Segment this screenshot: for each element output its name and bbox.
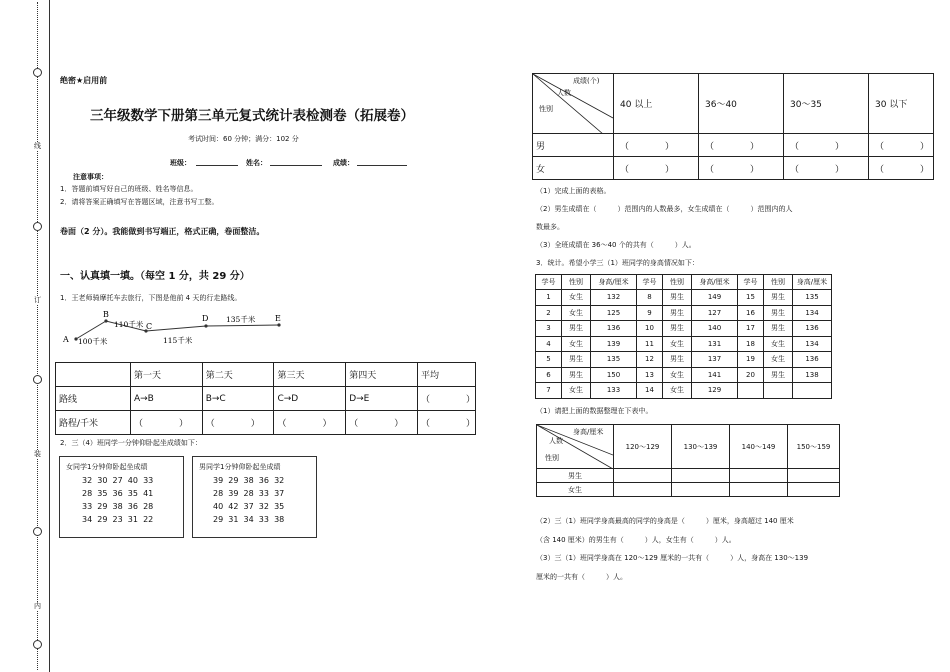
height-range-header: 140～149 <box>730 425 788 469</box>
diagonal-header <box>533 74 614 134</box>
student-id: 2 <box>536 305 562 321</box>
diag-label-count: 人数 <box>557 89 571 97</box>
student-height: 137 <box>692 352 738 368</box>
route-table-header: 第二天 <box>202 363 274 387</box>
route-table-header: 第三天 <box>274 363 346 387</box>
height-table-header: 性别 <box>562 275 591 290</box>
answer-blank[interactable]: （ ） <box>130 411 202 435</box>
name-field[interactable] <box>270 165 322 166</box>
height-table-header: 学号 <box>536 275 562 290</box>
binding-dotted-line <box>37 2 40 670</box>
route-cell: B→C <box>202 387 274 411</box>
empty-cell <box>738 383 764 399</box>
student-gender: 女生 <box>663 367 692 383</box>
binding-rule <box>49 0 50 672</box>
student-id: 14 <box>637 383 663 399</box>
height-table-header: 性别 <box>663 275 692 290</box>
binding-circle <box>33 68 42 77</box>
student-gender: 男生 <box>663 321 692 337</box>
answer-blank[interactable]: （ ） <box>202 411 274 435</box>
student-height: 135 <box>591 352 637 368</box>
boys-score-row: 40 42 37 32 35 <box>213 502 285 511</box>
student-height: 139 <box>591 336 637 352</box>
empty-cell <box>793 383 832 399</box>
student-gender: 女生 <box>562 383 591 399</box>
binding-char-ding: 订 <box>34 296 41 304</box>
student-id: 15 <box>738 290 764 306</box>
answer-blank[interactable]: （ ） <box>346 411 418 435</box>
answer-cell[interactable] <box>788 469 840 483</box>
height-table-header: 学号 <box>637 275 663 290</box>
height-range-header: 120～129 <box>614 425 672 469</box>
girls-score-row: 28 35 36 35 41 <box>82 489 154 498</box>
student-id: 20 <box>738 367 764 383</box>
height-table-header: 学号 <box>738 275 764 290</box>
route-diagram <box>56 308 296 352</box>
student-id: 18 <box>738 336 764 352</box>
girls-score-row: 32 30 27 40 33 <box>82 476 154 485</box>
answer-blank[interactable]: （ ） <box>699 157 784 180</box>
notes-heading: 注意事项： <box>73 173 108 181</box>
binding-char-nei: 内 <box>34 602 41 610</box>
route-distance-bc: 110千米 <box>114 320 144 329</box>
q2-text: 2．三（4）班同学一分钟仰卧起坐成绩如下： <box>60 439 202 447</box>
student-gender: 女生 <box>663 336 692 352</box>
binding-circle <box>33 375 42 384</box>
student-id: 5 <box>536 352 562 368</box>
distance-row-label: 路程/千米 <box>56 411 131 435</box>
answer-blank[interactable]: （ ） <box>614 134 699 157</box>
q3-sub1: （1）请把上面的数据整理在下表中。 <box>536 407 653 415</box>
height-table-header: 身高/厘米 <box>692 275 738 290</box>
student-height: 129 <box>692 383 738 399</box>
answer-cell[interactable] <box>788 483 840 497</box>
route-label-a: A <box>63 335 69 344</box>
student-id: 11 <box>637 336 663 352</box>
student-height: 140 <box>692 321 738 337</box>
route-row-label: 路线 <box>56 387 131 411</box>
score-label: 成绩： <box>333 159 354 167</box>
student-height: 136 <box>591 321 637 337</box>
score-field[interactable] <box>357 165 407 166</box>
student-gender: 男生 <box>663 352 692 368</box>
student-id: 19 <box>738 352 764 368</box>
score-range-header: 36～40 <box>699 74 784 134</box>
route-point-d <box>204 324 207 327</box>
gender-label: 男 <box>533 134 614 157</box>
boys-score-row: 29 31 34 33 38 <box>213 515 285 524</box>
route-table-header: 第一天 <box>130 363 202 387</box>
student-id: 3 <box>536 321 562 337</box>
section1-title: 一、认真填一填。（每空 1 分，共 29 分） <box>60 271 250 282</box>
student-gender: 女生 <box>663 383 692 399</box>
q3-sub2-cont: （含 140 厘米）的男生有（ ）人，女生有（ ）人。 <box>536 536 736 544</box>
route-cell: A→B <box>130 387 202 411</box>
exam-meta: 考试时间：60 分钟；满分：102 分 <box>188 135 299 143</box>
route-table <box>55 362 476 435</box>
boys-score-box <box>192 456 317 538</box>
route-point-e <box>277 323 280 326</box>
gender-label: 女生 <box>537 483 614 497</box>
student-gender: 女生 <box>764 352 793 368</box>
q3-text: 3．统计。希望小学三（1）班同学的身高情况如下： <box>536 259 699 267</box>
height-range-header: 130～139 <box>672 425 730 469</box>
answer-cell[interactable] <box>730 483 788 497</box>
q2-sub1: （1）完成上面的表格。 <box>536 187 611 195</box>
route-label-c: C <box>146 322 153 331</box>
q1-text: 1．王老师骑摩托车去旅行，下图是他前 4 天的行走路线。 <box>60 294 242 302</box>
binding-circle <box>33 222 42 231</box>
answer-blank[interactable]: （ ） <box>869 157 934 180</box>
route-table-header <box>56 363 131 387</box>
route-label-d: D <box>202 314 209 323</box>
student-height: 127 <box>692 305 738 321</box>
score-range-header: 30～35 <box>784 74 869 134</box>
boys-score-row: 39 29 38 36 32 <box>213 476 285 485</box>
boys-score-title: 男同学1分钟仰卧起坐成绩 <box>199 463 281 471</box>
answer-blank[interactable]: （ ） <box>784 134 869 157</box>
route-distance-ab: 100千米 <box>78 337 108 346</box>
student-height: 131 <box>692 336 738 352</box>
route-cell: C→D <box>274 387 346 411</box>
diag-label-score: 成绩(个) <box>573 77 600 85</box>
gender-label: 女 <box>533 157 614 180</box>
student-id: 8 <box>637 290 663 306</box>
student-height: 141 <box>692 367 738 383</box>
student-gender: 女生 <box>764 336 793 352</box>
answer-cell[interactable] <box>614 469 672 483</box>
student-height: 132 <box>591 290 637 306</box>
girls-score-box <box>59 456 184 538</box>
student-id: 10 <box>637 321 663 337</box>
student-id: 17 <box>738 321 764 337</box>
route-label-e: E <box>275 314 281 323</box>
answer-cell[interactable] <box>730 469 788 483</box>
answer-cell[interactable] <box>672 469 730 483</box>
diagonal-header <box>537 425 614 469</box>
girls-score-title: 女同学1分钟仰卧起坐成绩 <box>66 463 148 471</box>
student-height: 134 <box>793 305 832 321</box>
student-gender: 女生 <box>562 290 591 306</box>
student-id: 9 <box>637 305 663 321</box>
student-gender: 男生 <box>663 290 692 306</box>
boys-score-row: 28 39 28 33 37 <box>213 489 285 498</box>
student-height: 136 <box>793 321 832 337</box>
route-cell: D→E <box>346 387 418 411</box>
binding-margin <box>0 0 50 672</box>
girls-score-row: 33 29 38 36 28 <box>82 502 154 511</box>
binding-circle <box>33 640 42 649</box>
route-distance-cd: 115千米 <box>163 336 193 345</box>
neatness-note: 卷面（2 分）。我能做到书写端正，格式正确，卷面整洁。 <box>60 227 265 236</box>
score-range-header: 30 以下 <box>869 74 934 134</box>
student-gender: 男生 <box>562 321 591 337</box>
answer-blank[interactable]: （ ） <box>417 411 475 435</box>
diag-label-count: 人数 <box>549 437 563 445</box>
student-height: 149 <box>692 290 738 306</box>
class-field[interactable] <box>196 165 238 166</box>
note-item: 2．请将答案正确填写在答题区域，注意书写工整。 <box>60 198 219 206</box>
route-label-b: B <box>103 310 109 319</box>
situp-summary-table <box>532 73 934 180</box>
student-gender: 男生 <box>764 321 793 337</box>
answer-cell[interactable] <box>672 483 730 497</box>
route-table-header: 平均 <box>417 363 475 387</box>
student-height: 125 <box>591 305 637 321</box>
binding-circle <box>33 527 42 536</box>
score-range-header: 40 以上 <box>614 74 699 134</box>
student-id: 4 <box>536 336 562 352</box>
student-height: 150 <box>591 367 637 383</box>
student-gender: 男生 <box>764 305 793 321</box>
answer-blank[interactable]: （ ） <box>784 157 869 180</box>
height-summary-table <box>536 424 840 497</box>
height-table-header: 身高/厘米 <box>591 275 637 290</box>
student-height: 133 <box>591 383 637 399</box>
class-label: 班级： <box>170 159 191 167</box>
student-gender: 男生 <box>764 367 793 383</box>
name-label: 姓名： <box>246 159 267 167</box>
q2-sub3: （3）全班成绩在 36～40 个的共有（ ）人。 <box>536 241 696 249</box>
route-point-b <box>104 319 107 322</box>
student-gender: 女生 <box>562 305 591 321</box>
student-height: 138 <box>793 367 832 383</box>
student-id: 16 <box>738 305 764 321</box>
student-height: 135 <box>793 290 832 306</box>
student-gender: 女生 <box>562 336 591 352</box>
student-gender: 男生 <box>562 367 591 383</box>
binding-char-zhuang: 装 <box>34 450 41 458</box>
height-table-header: 身高/厘米 <box>793 275 832 290</box>
height-range-header: 150～159 <box>788 425 840 469</box>
height-data-table <box>535 274 832 399</box>
student-height: 136 <box>793 352 832 368</box>
height-table-header: 性别 <box>764 275 793 290</box>
route-distance-de: 135千米 <box>226 315 256 324</box>
student-id: 13 <box>637 367 663 383</box>
q2-sub2: （2）男生成绩在（ ）范围内的人数最多，女生成绩在（ ）范围内的人 <box>536 205 793 213</box>
note-item: 1．答题前填写好自己的班级、姓名等信息。 <box>60 185 198 193</box>
answer-blank[interactable]: （ ） <box>417 387 475 411</box>
answer-blank[interactable]: （ ） <box>614 157 699 180</box>
student-id: 12 <box>637 352 663 368</box>
answer-blank[interactable]: （ ） <box>869 134 934 157</box>
diag-label-gender: 性别 <box>545 454 559 462</box>
q2-sub2-cont: 数最多。 <box>536 223 564 231</box>
binding-char-xian: 线 <box>34 142 41 150</box>
q3-sub3: （3）三（1）班同学身高在 120～129 厘米的一共有（ ）人，身高在 130～139 <box>536 554 809 562</box>
student-gender: 男生 <box>764 290 793 306</box>
student-gender: 男生 <box>663 305 692 321</box>
student-height: 134 <box>793 336 832 352</box>
secret-label: 绝密★启用前 <box>60 76 108 85</box>
girls-score-row: 34 29 23 31 22 <box>82 515 154 524</box>
diag-label-height: 身高/厘米 <box>573 428 604 436</box>
empty-cell <box>764 383 793 399</box>
student-id: 6 <box>536 367 562 383</box>
route-table-header: 第四天 <box>346 363 418 387</box>
answer-cell[interactable] <box>614 483 672 497</box>
student-id: 1 <box>536 290 562 306</box>
student-id: 7 <box>536 383 562 399</box>
student-gender: 男生 <box>562 352 591 368</box>
diag-label-gender: 性别 <box>539 105 553 113</box>
answer-blank[interactable]: （ ） <box>699 134 784 157</box>
gender-label: 男生 <box>537 469 614 483</box>
q3-sub3-cont: 厘米的一共有（ ）人。 <box>536 573 627 581</box>
page-title: 三年级数学下册第三单元复式统计表检测卷（拓展卷） <box>90 108 414 124</box>
answer-blank[interactable]: （ ） <box>274 411 346 435</box>
q3-sub2: （2）三（1）班同学身高最高的同学的身高是（ ）厘米，身高超过 140 厘米 <box>536 517 794 525</box>
